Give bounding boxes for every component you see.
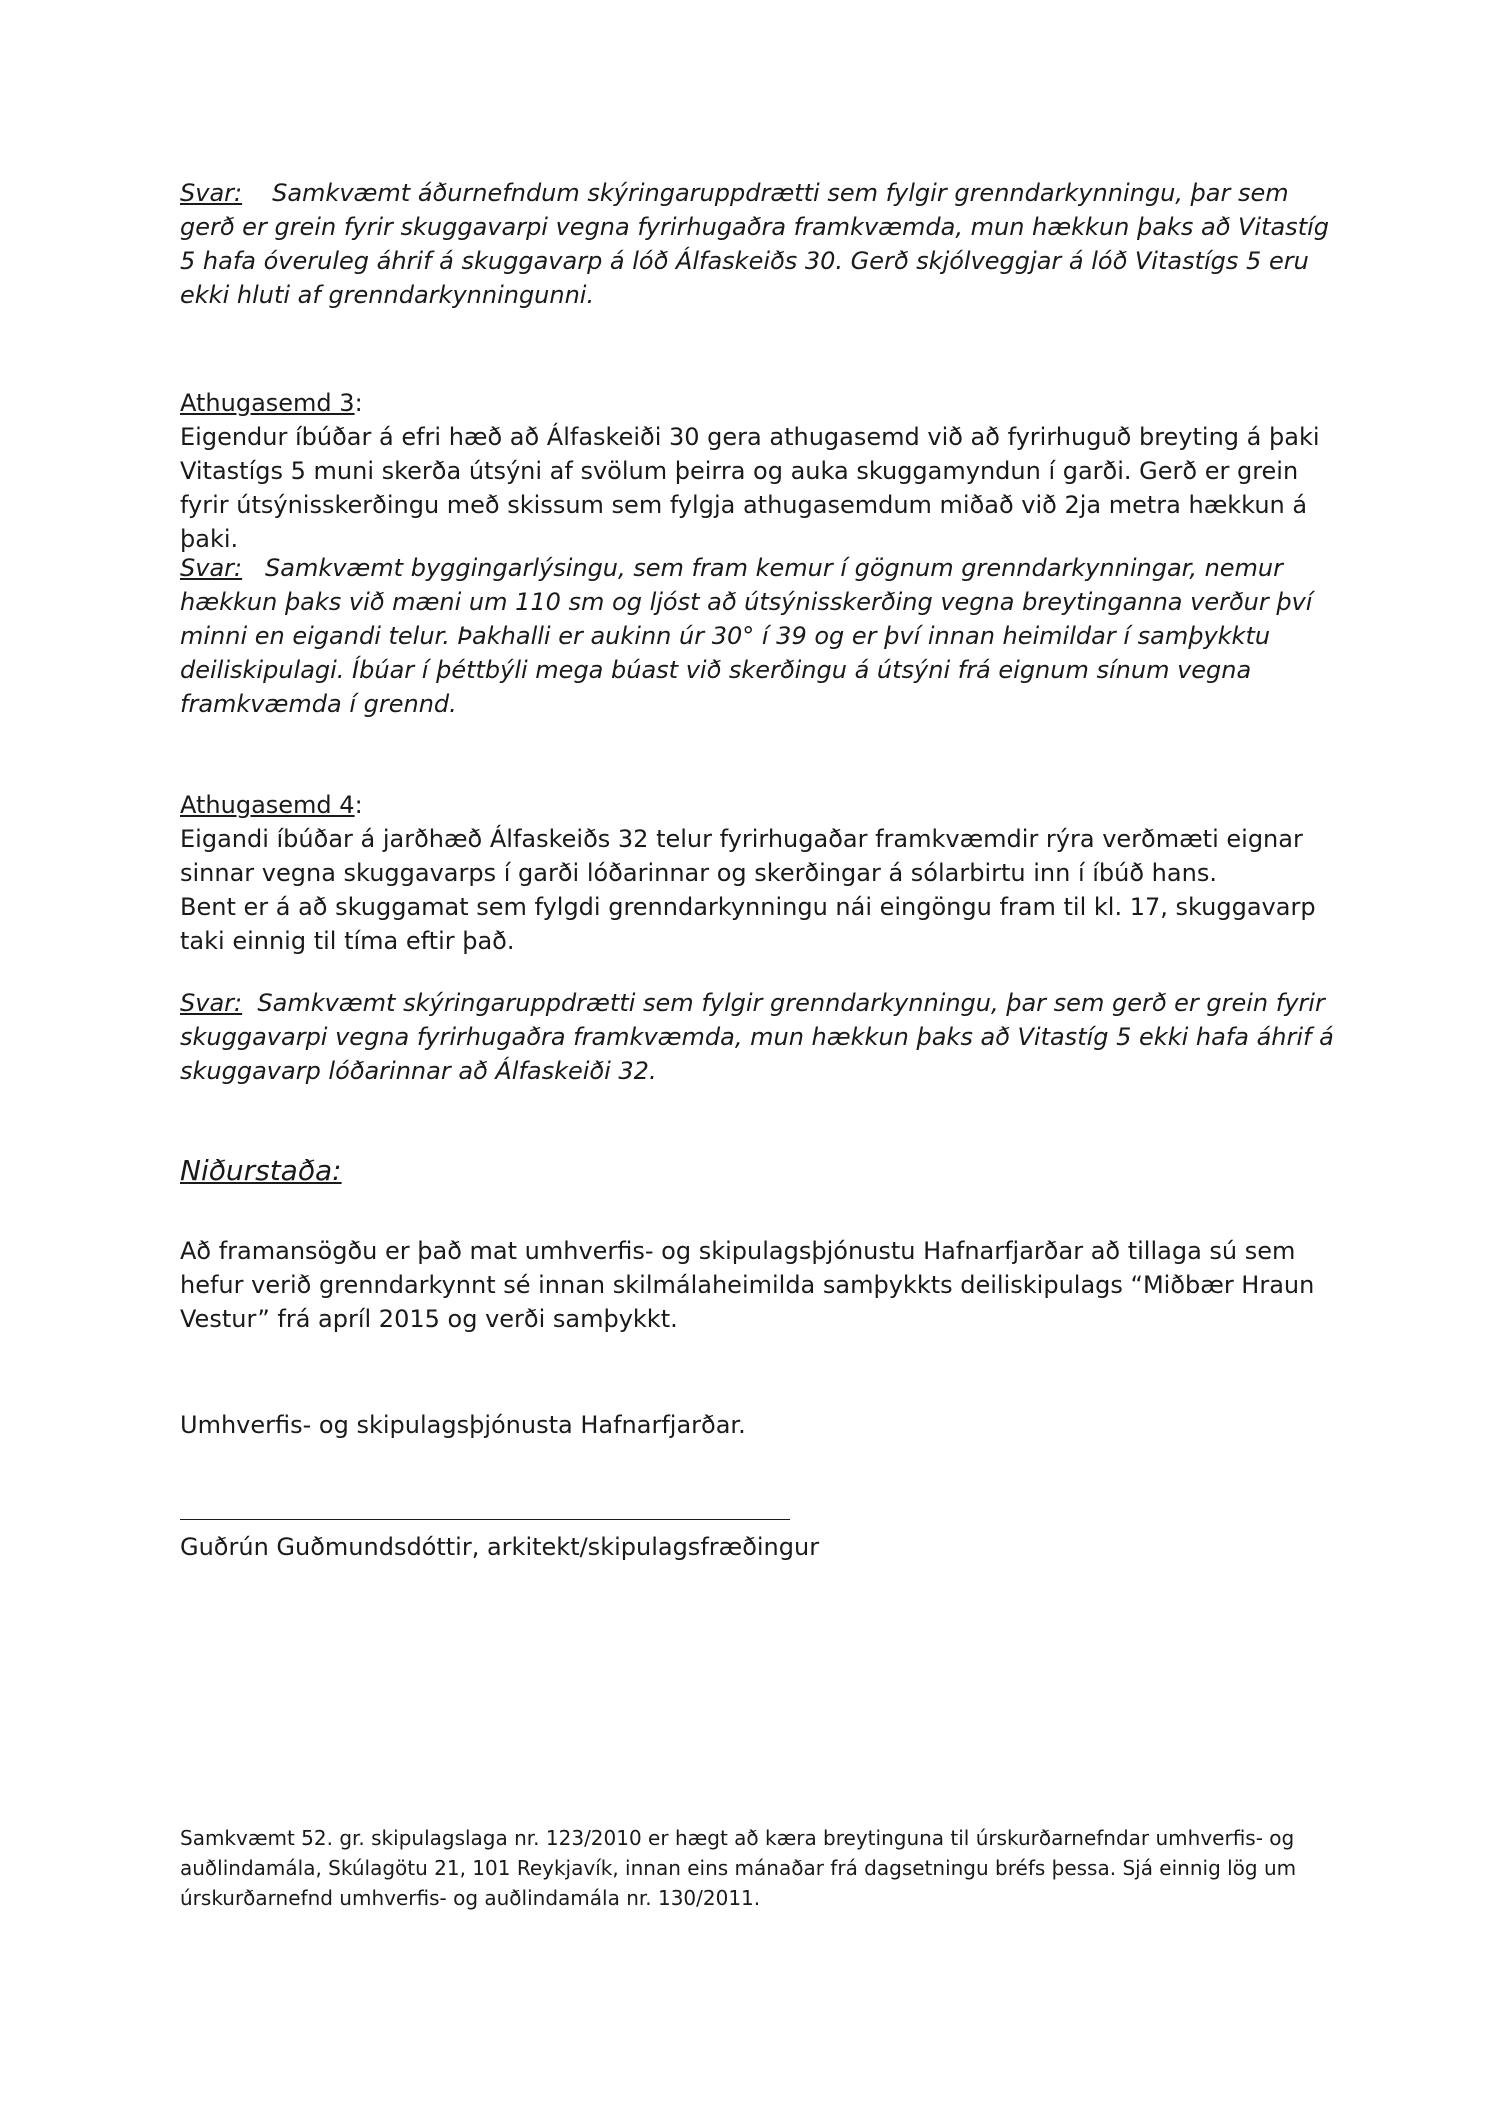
nidurstada-body	[180, 1234, 1350, 1336]
svar-4-label: Svar:	[180, 989, 243, 1017]
svar-4-section	[180, 986, 1350, 1088]
nidurstada-section	[180, 1151, 1350, 1191]
athugasemd-4-colon: :	[354, 791, 363, 819]
svar-1-text: Samkvæmt áðurnefndum skýringaruppdrætti sem fylgir grenndarkynningu, þar sem gerð er grein fyrir skuggavarpi vegna fyrirhugaðra framkvæmda, mun hækkun þaks að Vitastíg 5 hafa óveruleg áhrif á skuggavarp á lóð Álfaskeiðs 30. Gerð skjólveggjar á lóð Vitastígs 5 eru ekki hluti af grenndarkynningunni.	[180, 179, 1329, 309]
footer-section	[180, 1823, 1350, 1913]
svar-3-section	[180, 551, 1350, 721]
athugasemd-3-label: Athugasemd 3	[180, 389, 355, 417]
signature-line	[180, 1519, 790, 1520]
athugasemd-3-heading	[180, 386, 1350, 420]
athugasemd-3-section	[180, 386, 1350, 556]
svar-1-paragraph	[180, 176, 1350, 312]
athugasemd-4-label: Athugasemd 4	[180, 791, 355, 819]
athugasemd-4-text-1: Eigandi íbúðar á jarðhæð Álfaskeiðs 32 telur fyrirhugaðar framkvæmdir rýra verðmæti eignar sinnar vegna skuggavarps í garði lóðarinnar og skerðingar á sólarbirtu inn í íbúð hans.	[180, 825, 1303, 887]
athugasemd-4-heading	[180, 788, 1350, 822]
athugasemd-3-colon: :	[354, 389, 363, 417]
nidurstada-text: Að framansögðu er það mat umhverfis- og skipulagsþjónustu Hafnarfjarðar að tillaga sú sem hefur verið grenndarkynnt sé innan skilmálaheimilda samþykkts deiliskipulags “Miðbær Hraun Vestur” frá apríl 2015 og verði samþykkt.	[180, 1237, 1315, 1333]
svar-3-paragraph	[180, 551, 1350, 721]
svar-1-label: Svar:	[180, 179, 243, 207]
svar-3-text: Samkvæmt byggingarlýsingu, sem fram kemur í gögnum grenndarkynningar, nemur hækkun þaks við mæni um 110 sm og ljóst að útsýnisskerðing vegna breytinganna verður því minni en eigandi telur. Þakhalli er aukinn úr 30° í 39 og er því innan heimildar í samþykktu deiliskipulagi. Íbúar í þéttbýli mega búast við skerðingu á útsýni frá eignum sínum vegna framkvæmda í grennd.	[180, 554, 1313, 718]
svar-1-section	[180, 176, 1350, 312]
signature-section	[180, 1519, 1350, 1564]
footer-text: Samkvæmt 52. gr. skipulagslaga nr. 123/2010 er hægt að kæra breytinguna til úrskurðarnefndar umhverfis- og auðlindamála, Skúlagötu 21, 101 Reykjavík, innan eins mánaðar frá dagsetningu bréfs þessa. Sjá einnig lög um úrskurðarnefnd umhverfis- og auðlindamála nr. 130/2011.	[180, 1826, 1297, 1910]
svar-3-label: Svar:	[180, 554, 243, 582]
signature-text: Guðrún Guðmundsdóttir, arkitekt/skipulagsfræðingur	[180, 1533, 820, 1561]
athugasemd-3-text: Eigendur íbúðar á efri hæð að Álfaskeiði 30 gera athugasemd við að fyrirhuguð breyting á þaki Vitastígs 5 muni skerða útsýni af svölum þeirra og auka skuggamyndun í garði. Gerð er grein fyrir útsýnisskerðingu með skissum sem fylgja athugasemdum miðað við 2ja metra hækkun á þaki.	[180, 423, 1320, 553]
athugasemd-4-text-2: Bent er á að skuggamat sem fylgdi grenndarkynningu nái eingöngu fram til kl. 17, skuggavarp taki einnig til tíma eftir það.	[180, 893, 1316, 955]
sender-text: Umhverfis- og skipulagsþjónusta Hafnarfjarðar.	[180, 1411, 746, 1439]
athugasemd-4-section	[180, 788, 1350, 958]
svar-4-paragraph	[180, 986, 1350, 1088]
sender-section	[180, 1408, 1350, 1442]
svar-4-text: Samkvæmt skýringaruppdrætti sem fylgir grenndarkynningu, þar sem gerð er grein fyrir skuggavarpi vegna fyrirhugaðra framkvæmda, mun hækkun þaks að Vitastíg 5 ekki hafa áhrif á skuggavarp lóðarinnar að Álfaskeiði 32.	[180, 989, 1334, 1085]
nidurstada-title: Niðurstaða:	[180, 1154, 342, 1187]
